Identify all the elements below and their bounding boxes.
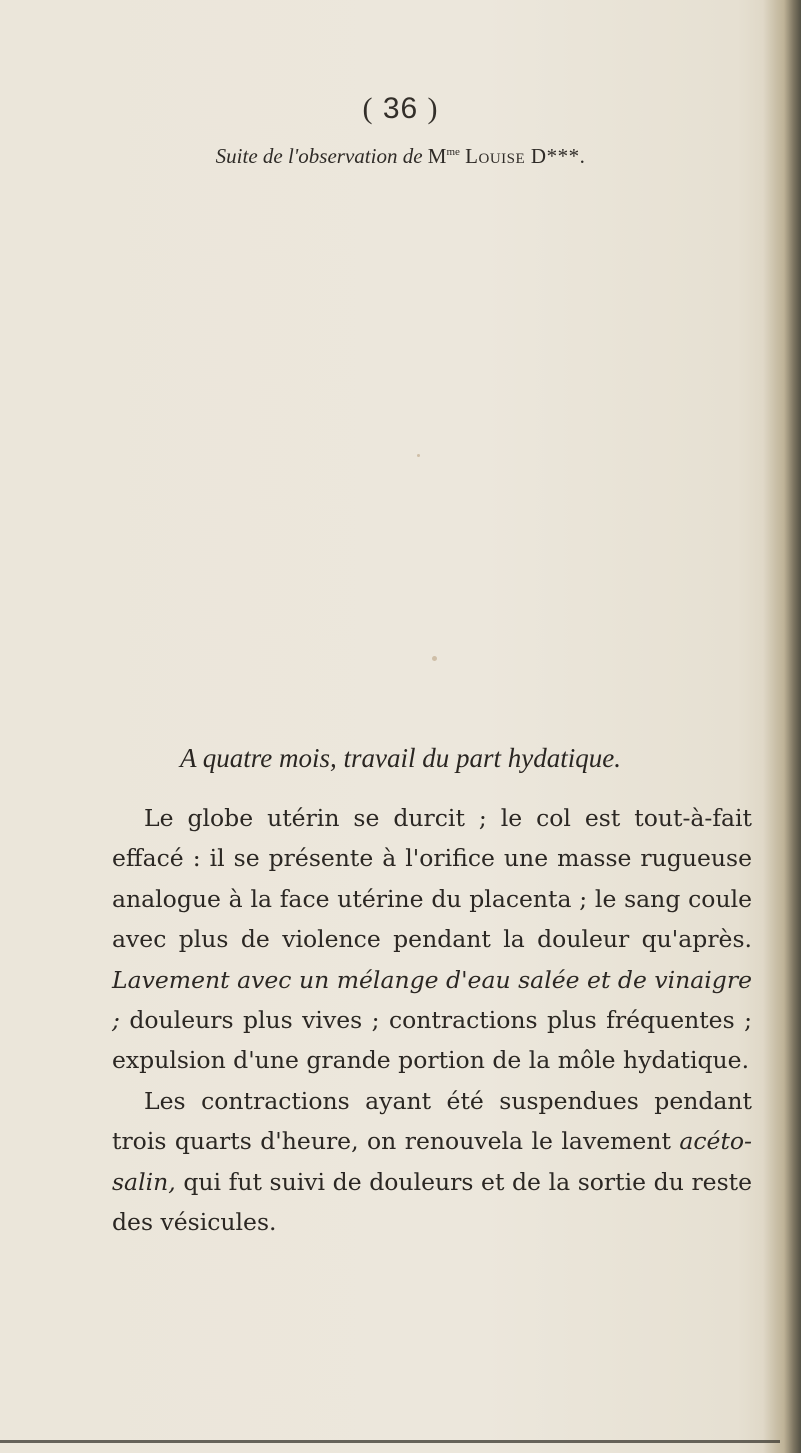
- page-number-value: 36: [382, 92, 419, 125]
- paragraph-2-text-2: qui fut suivi de douleurs et de la sortie du reste des vésicules.: [112, 1167, 752, 1237]
- paragraph-1: [112, 798, 752, 1081]
- page-number-open-paren: (: [362, 92, 374, 125]
- paper-speck: [417, 454, 420, 457]
- paragraph-1-italic: Lavement avec un mélange d'eau salée et de vinaigre ;: [112, 965, 752, 1035]
- paragraph-1-text-2: douleurs plus vives ; contractions plus fréquentes ; expulsion d'une grande portion de la môle hydatique.: [112, 1006, 752, 1075]
- section-title: A quatre mois, travail du part hydatique.: [180, 743, 621, 773]
- running-head-italic: Suite de l'observation de: [215, 144, 423, 168]
- running-head-title: M: [427, 144, 447, 168]
- paper-speck: [432, 656, 437, 661]
- page-number: [0, 92, 801, 126]
- page-bottom-edge: [0, 1440, 780, 1443]
- running-head-title-sup: me: [446, 146, 460, 158]
- paragraph-2-italic: acéto-salin,: [112, 1127, 752, 1196]
- page-edge-shadow: [763, 0, 801, 1453]
- paragraph-2: [112, 1081, 752, 1243]
- body-text: [112, 798, 752, 1242]
- page-number-close-paren: ): [427, 92, 439, 125]
- running-head: [0, 144, 801, 169]
- running-head-person: Louise D***.: [465, 144, 586, 168]
- paragraph-2-text-1: Les contractions ayant été suspendues pendant trois quarts d'heure, on renouvela le lavement: [112, 1086, 752, 1156]
- paragraph-1-text-1: Le globe utérin se durcit ; le col est tout-à-fait effacé : il se présente à l'orifice une masse rugueuse analogue à la face utérine du placenta ; le sang coule avec plus de violence pendant la douleur qu'après.: [112, 804, 752, 954]
